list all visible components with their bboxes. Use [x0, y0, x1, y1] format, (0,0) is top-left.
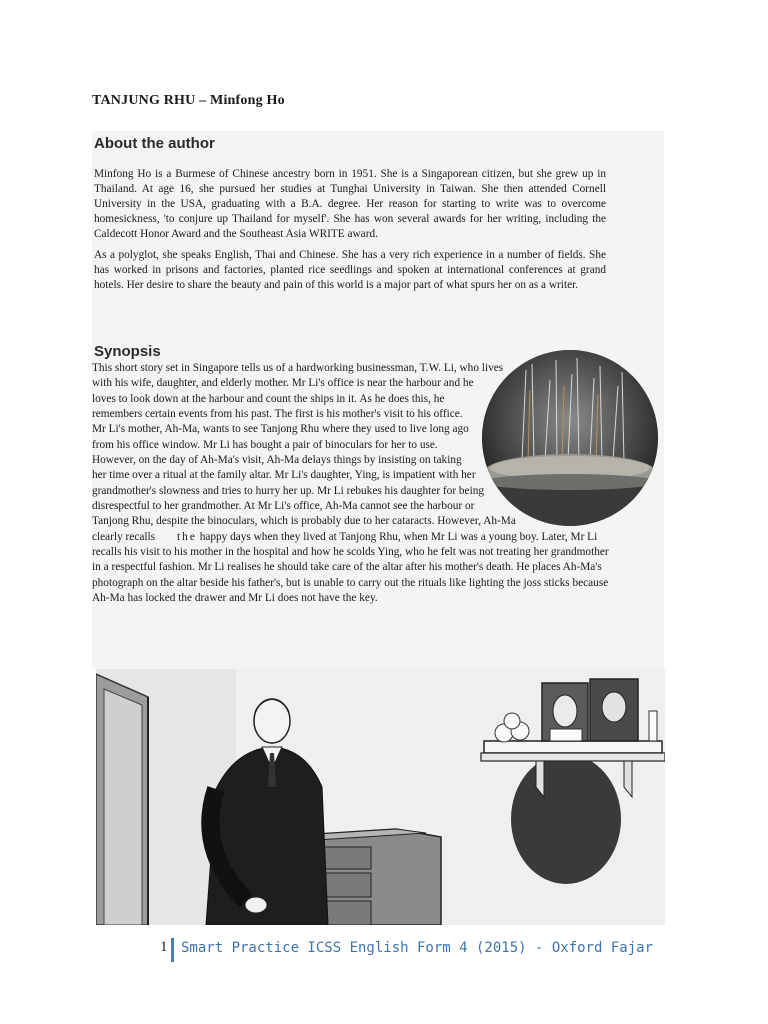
- page-footer: [0, 935, 768, 965]
- footer-divider: [171, 938, 174, 962]
- document-title: TANJUNG RHU – Minfong Ho: [92, 93, 285, 108]
- about-paragraph-1: Minfong Ho is a Burmese of Chinese ancestry born in 1951. She is a Singaporean citizen, but she grew up in Thailand. At age 16, she pursued her studies at Tunghai University in Taiwan. She then attended Cornell University in the USA, graduating with a B.A. degree. Her reason for starting to write was to overcome homesickness, 'to conjure up Thailand for myself'. She has won several awards for her writing, including the Caldecott Honor Award and the Southeast Asia WRITE award.: [94, 168, 606, 240]
- joss-sticks-photo: [482, 350, 658, 526]
- synopsis-heading: Synopsis: [94, 343, 161, 360]
- textbook-scan: [92, 131, 664, 669]
- synopsis-text-part2: happy days when they lived at Tanjong Rhu, when Mr Li was a young boy. Later, Mr Li recalls his visit to his mother in the hospital and how he scolds Ying, who he felt was not treating her grandmother in a respectful fashion. Mr Li realises he should take care of the altar after his mother's death. He places Ah-Ma's photograph on the altar beside his father's, but is unable to carry out the rituals like lighting the joss sticks because Ah-Ma has locked the drawer and Mr Li does not have the key.: [92, 530, 609, 605]
- footer-source: Smart Practice ICSS English Form 4 (2015) - Oxford Fajar: [181, 940, 654, 956]
- page-number: 1: [160, 939, 168, 955]
- altar-illustration: [96, 669, 665, 925]
- about-paragraph-2: As a polyglot, she speaks English, Thai and Chinese. She has a very rich experience in a number of fields. She has worked in prisons and factories, planted rice seedlings and spoken at international conferences at grand hotels. Her desire to share the beauty and pain of this world is a major part of what spurs her on as a writer.: [94, 249, 606, 291]
- synopsis-text-the: the: [177, 530, 197, 543]
- synopsis-text-part1: This short story set in Singapore tells us of a hardworking businessman, T.W. Li, who lives with his wife, daughter, and elderly mother. Mr Li's office is near the harbour and he loves to look down at the harbour and count the ships in it. As he does this, he remembers certain events from his past. The first is his mother's visit to his office. Mr Li's mother, Ah-Ma, wants to see Tanjong Rhu where they used to live long ago from his office window. Mr Li has bought a pair of binoculars for her to use. However, on the day of Ah-Ma's visit, Ah-Ma delays things by insisting on taking her time over a ritual at the family altar. Mr Li's daughter, Ying, is impatient with her grandmother's slowness and tries to hurry her up. Mr Li rebukes his daughter for being disrespectful to her grandmother. At Mr Li's office, Ah-Ma cannot see the harbour or Tanjong Rhu, despite the binoculars, which is probably due to her cataracts. However, Ah-Ma clearly recalls: [92, 362, 516, 543]
- about-body: [94, 167, 606, 299]
- about-heading: About the author: [94, 135, 215, 152]
